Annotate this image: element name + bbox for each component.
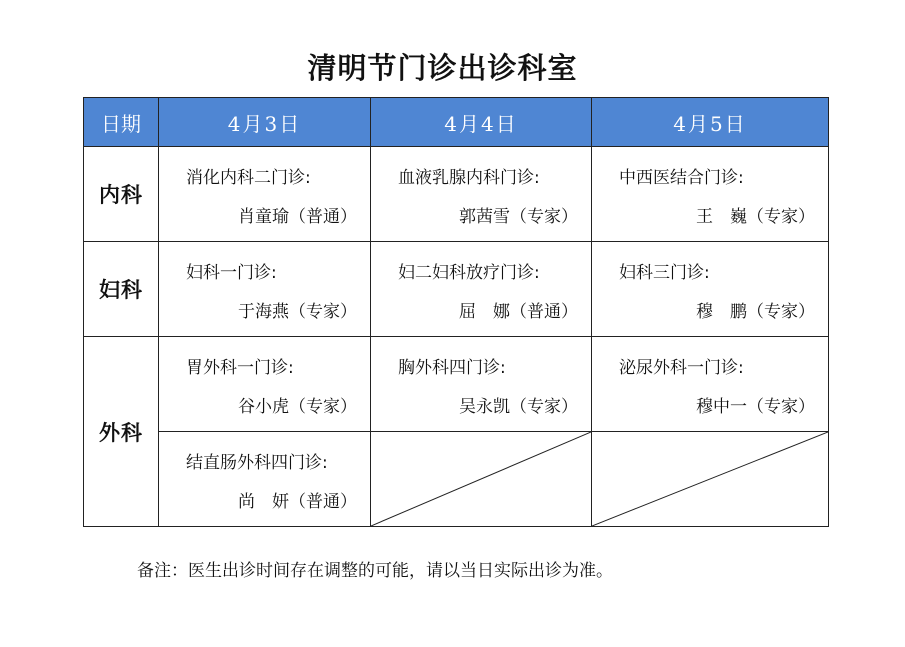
doctor-name: 谷小虎（专家） xyxy=(238,397,357,417)
doctor-name: 穆中一（专家） xyxy=(696,397,815,417)
department-label: 内科 xyxy=(84,147,159,242)
doctor-name: 郭茜雪（专家） xyxy=(459,207,578,227)
header-date-2: 4月4日 xyxy=(371,98,592,147)
footnote: 备注：医生出诊时间存在调整的可能，请以当日实际出诊为准。 xyxy=(137,561,613,581)
doctor-name: 屈 娜（普通） xyxy=(459,302,578,322)
table-row xyxy=(84,242,829,337)
clinic-name: 血液乳腺内科门诊: xyxy=(398,168,540,188)
doctor-name: 吴永凯（专家） xyxy=(459,397,578,417)
clinic-name: 妇科一门诊: xyxy=(186,263,277,283)
schedule-cell xyxy=(371,147,592,242)
table-row xyxy=(84,432,829,527)
department-label: 妇科 xyxy=(84,242,159,337)
schedule-cell xyxy=(371,337,592,432)
page-title: 清明节门诊出诊科室 xyxy=(307,51,578,85)
table-header-row xyxy=(84,98,829,147)
table-row xyxy=(84,337,829,432)
schedule-table xyxy=(83,97,829,527)
schedule-cell xyxy=(592,147,829,242)
diagonal-slash xyxy=(371,432,591,526)
clinic-name: 中西医结合门诊: xyxy=(619,168,744,188)
doctor-name: 于海燕（专家） xyxy=(238,302,357,322)
diagonal-slash xyxy=(592,432,828,526)
clinic-name: 消化内科二门诊: xyxy=(186,168,311,188)
empty-cell xyxy=(592,432,829,527)
clinic-name: 结直肠外科四门诊: xyxy=(186,453,328,473)
schedule-cell xyxy=(371,242,592,337)
department-label: 外科 xyxy=(84,337,159,527)
doctor-name: 肖童瑜（普通） xyxy=(238,207,357,227)
clinic-name: 妇二妇科放疗门诊: xyxy=(398,263,540,283)
table-row xyxy=(84,147,829,242)
header-date-3: 4月5日 xyxy=(592,98,829,147)
clinic-name: 胸外科四门诊: xyxy=(398,358,506,378)
clinic-name: 胃外科一门诊: xyxy=(186,358,294,378)
clinic-name: 泌尿外科一门诊: xyxy=(619,358,744,378)
header-date-label: 日期 xyxy=(84,98,159,147)
empty-cell xyxy=(371,432,592,527)
doctor-name: 尚 妍（普通） xyxy=(238,492,357,512)
doctor-name: 穆 鹏（专家） xyxy=(696,302,815,322)
schedule-cell xyxy=(159,337,371,432)
clinic-name: 妇科三门诊: xyxy=(619,263,710,283)
doctor-name: 王 巍（专家） xyxy=(696,207,815,227)
schedule-cell xyxy=(592,242,829,337)
header-date-1: 4月3日 xyxy=(159,98,371,147)
schedule-cell xyxy=(159,147,371,242)
schedule-cell xyxy=(592,337,829,432)
schedule-cell xyxy=(159,432,371,527)
schedule-cell xyxy=(159,242,371,337)
